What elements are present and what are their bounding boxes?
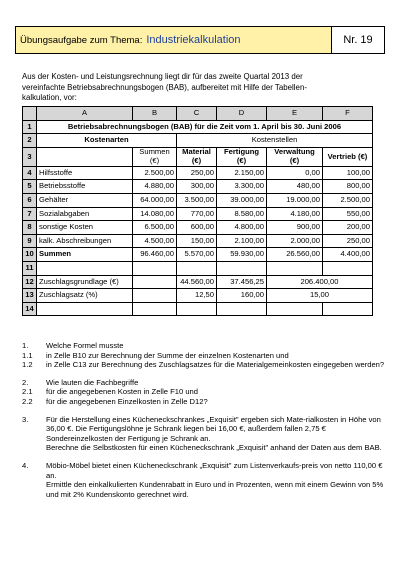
row-number: 5 <box>23 180 37 194</box>
empty-cell <box>323 261 373 275</box>
question-number: 1.2 <box>22 360 33 370</box>
question-number: 1. <box>22 341 29 350</box>
row-number: 3 <box>23 147 37 166</box>
question-number: 3. <box>22 414 29 424</box>
cell-value: 250,00 <box>177 166 217 180</box>
cell-value: 160,00 <box>217 289 267 303</box>
question-1 <box>22 341 387 351</box>
question-text: für die angegebenen Einzelkosten in Zelle D12? <box>46 396 208 406</box>
col-letter: B <box>133 107 177 121</box>
cell-value: 5.570,00 <box>177 248 217 262</box>
cell-value: 300,00 <box>177 180 217 194</box>
cell-value: 4.180,00 <box>267 207 323 221</box>
cell-value: 2.150,00 <box>217 166 267 180</box>
subheader-vertrieb: Vertrieb (€) <box>323 147 373 166</box>
header-title-box <box>16 27 332 53</box>
cell-value: 15,00 <box>267 289 373 303</box>
table-row <box>23 147 373 166</box>
kostenarten-header: Kostenarten <box>37 134 177 148</box>
cell-value: 800,00 <box>323 180 373 194</box>
table-row <box>23 193 373 207</box>
cell-value: 26.560,00 <box>267 248 323 262</box>
header-theme: Industriekalkulation <box>146 34 241 46</box>
col-letter: D <box>217 107 267 121</box>
row-number: 9 <box>23 234 37 248</box>
table-row <box>23 275 373 289</box>
intro-line: kalkulation, vor: <box>22 93 77 103</box>
subheader-summen: Summen (€) <box>133 147 177 166</box>
empty-cell <box>37 261 133 275</box>
question-text: in Zelle B10 zur Berechnung der Summe der einzelnen Kostenarten und <box>46 350 289 360</box>
cell-value: 4.800,00 <box>217 221 267 235</box>
question-number: 1.1 <box>22 350 33 360</box>
row-number: 12 <box>23 275 37 289</box>
cell-value: 900,00 <box>267 221 323 235</box>
cell-value: 0,00 <box>267 166 323 180</box>
question-number: 2. <box>22 377 29 387</box>
cell-value: 96.460,00 <box>133 248 177 262</box>
cell-value: 6.500,00 <box>133 221 177 235</box>
cell-value: 150,00 <box>177 234 217 248</box>
empty-cell <box>217 261 267 275</box>
row-number: 8 <box>23 221 37 235</box>
table-row <box>23 221 373 235</box>
table-row <box>23 134 373 148</box>
question-text: für die angegebenen Kosten in Zelle F10 und <box>46 387 198 397</box>
col-letter: A <box>37 107 133 121</box>
cell-value: 44.560,00 <box>177 275 217 289</box>
cell-value: 3.300,00 <box>217 180 267 194</box>
row-number: 1 <box>23 120 37 134</box>
question-text: Welche Formel musste <box>46 341 124 350</box>
cell-value: 100,00 <box>323 166 373 180</box>
column-letter-row <box>23 107 373 121</box>
cell-value: 2.000,00 <box>267 234 323 248</box>
cell-value: 19.000,00 <box>267 193 323 207</box>
row-number: 7 <box>23 207 37 221</box>
question-text: Berechne die Selbstkosten für einen Kücheneckschrank „Exquisit" anhand der Daten aus dem BAB. <box>46 443 382 453</box>
row-number: 2 <box>23 134 37 148</box>
row-label: Sozialabgaben <box>37 207 133 221</box>
empty-cell <box>133 302 177 316</box>
question-text: Möbio-Möbel bietet einen Kücheneckschrank „Exquisit" zum Listenverkaufs-preis von netto 110,00 € an. <box>46 460 383 480</box>
cell-value: 12,50 <box>177 289 217 303</box>
cell-value: 200,00 <box>323 221 373 235</box>
cell-value: 37.456,25 <box>217 275 267 289</box>
question-text: Wie lauten die Fachbegriffe <box>46 377 139 387</box>
subheader-verwaltung: Verwaltung (€) <box>267 147 323 166</box>
cell-value: 59.930,00 <box>217 248 267 262</box>
col-letter: F <box>323 107 373 121</box>
empty-cell <box>267 261 323 275</box>
row-number: 4 <box>23 166 37 180</box>
row-label: sonstige Kosten <box>37 221 133 235</box>
cell-value: 64.000,00 <box>133 193 177 207</box>
empty-cell <box>133 261 177 275</box>
questions <box>22 341 387 499</box>
table-row <box>23 120 373 134</box>
question-text: Ermittle den einkalkulierten Kundenrabatt in Euro und in Prozenten, wenn mit einem Gewinn von 5% und mit 2% Kundenskonto gerechnet wird. <box>46 480 384 499</box>
row-number: 11 <box>23 261 37 275</box>
question-text: in Zelle C13 zur Berechnung des Zuschlagsatzes für die Materialgemeinkosten eingegeben werden? <box>46 360 385 370</box>
question-2 <box>22 378 387 388</box>
cell-value: 8.580,00 <box>217 207 267 221</box>
row-label: Hilfsstoffe <box>37 166 133 180</box>
cell-value: 4.400,00 <box>323 248 373 262</box>
col-letter: C <box>177 107 217 121</box>
intro-line: vereinfachte Betriebsabrechnungsbogen (BAB), aufbereitet mit Hilfe der Tabellen- <box>22 82 307 92</box>
col-letter: E <box>267 107 323 121</box>
cell-value: 4.500,00 <box>133 234 177 248</box>
intro-text <box>22 72 382 104</box>
empty-cell <box>177 302 217 316</box>
bab-table <box>22 106 373 316</box>
table-row <box>23 261 373 275</box>
row-label: Summen <box>37 248 133 262</box>
cell-value: 3.500,00 <box>177 193 217 207</box>
row-label: Gehälter <box>37 193 133 207</box>
question-1-1 <box>22 351 387 361</box>
cell-value: 2.500,00 <box>133 166 177 180</box>
empty-cell <box>217 302 267 316</box>
subheader-material: Material (€) <box>177 147 217 166</box>
question-number: 4. <box>22 460 29 470</box>
empty-cell <box>133 289 177 303</box>
empty-cell <box>133 275 177 289</box>
cell-value: 39.000,00 <box>217 193 267 207</box>
row-number: 6 <box>23 193 37 207</box>
row-number: 14 <box>23 302 37 316</box>
cell-value: 2.100,00 <box>217 234 267 248</box>
row-number: 13 <box>23 289 37 303</box>
question-number: 2.2 <box>22 396 33 406</box>
row-number: 10 <box>23 248 37 262</box>
empty-cell <box>177 261 217 275</box>
cell-value: 770,00 <box>177 207 217 221</box>
table-row <box>23 302 373 316</box>
cell-value: 4.880,00 <box>133 180 177 194</box>
empty-cell <box>37 302 133 316</box>
cell-value: 550,00 <box>323 207 373 221</box>
header-number: Nr. 19 <box>343 34 373 46</box>
question-text: Für die Herstellung eines Kücheneckschrankes „Exquisit" ergeben sich Mate-rialkosten in Höhe von 36,00 €. Die Fertigungslöhne je Schrank liegen bei 16,00 €, außerdem fallen 2,75 € Sondereinzelkosten der Fertigung je Schrank an. <box>46 414 381 443</box>
header-label: Übungsaufgabe zum Thema: <box>20 34 143 46</box>
corner-cell <box>23 107 37 121</box>
cell-value: 480,00 <box>267 180 323 194</box>
table-row <box>23 180 373 194</box>
question-number: 2.1 <box>22 387 33 397</box>
worksheet-header <box>15 26 385 54</box>
kostenstellen-header: Kostenstellen <box>177 134 373 148</box>
empty-cell <box>37 147 133 166</box>
table-row <box>23 289 373 303</box>
empty-cell <box>323 302 373 316</box>
table-row <box>23 207 373 221</box>
question-4 <box>22 461 387 499</box>
cell-value: 2.500,00 <box>323 193 373 207</box>
table-title: Betriebsabrechnungsbogen (BAB) für die Zeit vom 1. April bis 30. Juni 2006 <box>37 120 373 134</box>
question-3 <box>22 415 387 453</box>
row-label: Zuschlagsatz (%) <box>37 289 133 303</box>
row-label: kalk. Abschreibungen <box>37 234 133 248</box>
row-label: Zuschlagsgrundlage (€) <box>37 275 133 289</box>
summen-row <box>23 248 373 262</box>
table-row <box>23 166 373 180</box>
intro-line: Aus der Kosten- und Leistungsrechnung liegt dir für das zweite Quartal 2013 der <box>22 72 303 81</box>
question-2-2 <box>22 397 387 407</box>
table-row <box>23 234 373 248</box>
subheader-fertigung: Fertigung (€) <box>217 147 267 166</box>
cell-value: 600,00 <box>177 221 217 235</box>
row-label: Betriebsstoffe <box>37 180 133 194</box>
cell-value: 14.080,00 <box>133 207 177 221</box>
cell-value: 206.400,00 <box>267 275 373 289</box>
question-2-1 <box>22 387 387 397</box>
cell-value: 250,00 <box>323 234 373 248</box>
empty-cell <box>267 302 323 316</box>
question-1-2 <box>22 360 387 370</box>
